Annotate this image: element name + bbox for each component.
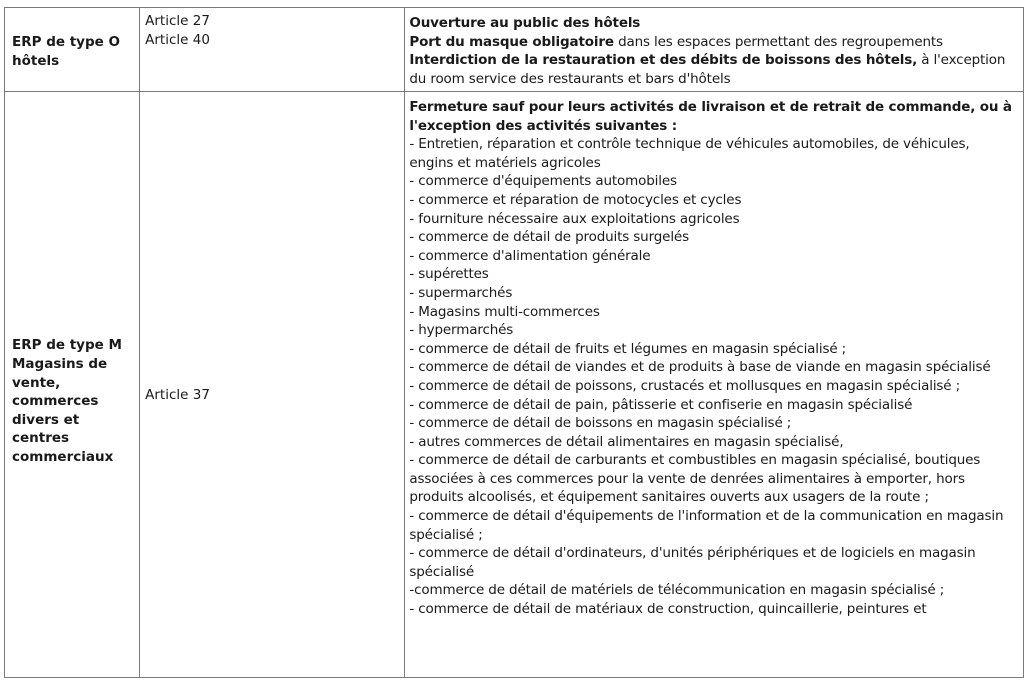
measures-cell — [405, 92, 1024, 678]
measure-line — [409, 51, 1017, 88]
measure-line — [409, 14, 1017, 33]
activity-list — [409, 135, 1017, 618]
measure-bold: Port du masque obligatoire — [409, 33, 614, 50]
measure-normal: dans les espaces permettant des regroupements — [613, 33, 943, 50]
list-item: - commerce et réparation de motocycles et cycles — [409, 191, 742, 208]
measure-line — [409, 33, 1017, 52]
erp-type-line: ERP de type O — [12, 33, 120, 50]
erp-type-line: commerciaux — [12, 448, 114, 465]
list-item: - commerce de détail de boissons en magasin spécialisé ; — [409, 415, 792, 432]
measure-bold: Interdiction de la restauration et des débits de boissons des hôtels, — [409, 52, 918, 69]
list-item: - commerce de détail d'équipements de l'information et de la communication en magasin spécialisé ; — [409, 508, 1004, 543]
list-item: - commerce de détail de viandes et de produits à base de viande en magasin spécialisé — [409, 359, 991, 376]
erp-type-line: vente, — [12, 374, 61, 391]
list-item: - supermarchés — [409, 284, 513, 301]
erp-type-line: ERP de type M — [12, 337, 122, 354]
list-item: - Magasins multi-commerces — [409, 303, 600, 320]
erp-type-line: divers et centres — [12, 411, 80, 447]
erp-type-cell — [5, 8, 140, 92]
article-cell — [140, 92, 405, 678]
list-item: - Entretien, réparation et contrôle technique de véhicules automobiles, de véhicules, engins et matériels agricoles — [409, 136, 970, 171]
list-item: - commerce de détail de carburants et combustibles en magasin spécialisé, boutiques associées à ces commerces pour la vente de denrées alimentaires à emporter, hors produits alcoolisés, et équipement sanitaires ouverts aux usagers de la route ; — [409, 452, 981, 506]
list-item: - commerce de détail de pain, pâtisserie et confiserie en magasin spécialisé — [409, 396, 913, 413]
measures-list — [409, 98, 1017, 676]
list-item: - commerce d'alimentation générale — [409, 247, 651, 264]
list-item: - commerce de détail de produits surgelés — [409, 229, 689, 246]
erp-type-cell — [5, 92, 140, 678]
list-item: - commerce de détail d'ordinateurs, d'unités périphériques et de logiciels en magasin spécialisé — [409, 545, 976, 580]
list-item: - commerce d'équipements automobiles — [409, 173, 677, 190]
list-item: -commerce de détail de matériels de télécommunication en magasin spécialisé ; — [409, 582, 945, 599]
table-row — [5, 8, 1024, 92]
list-item: - fourniture nécessaire aux exploitations agricoles — [409, 210, 740, 227]
article-ref: Article 40 — [145, 31, 210, 48]
list-item: - autres commerces de détail alimentaires en magasin spécialisé, — [409, 433, 844, 450]
list-item: - commerce de détail de matériaux de construction, quincaillerie, peintures et — [409, 601, 927, 618]
measures-heading: Fermeture sauf pour leurs activités de livraison et de retrait de commande, ou à l'exception des activités suivantes : — [409, 99, 1012, 134]
measure-normal: à l'exception du room service des restaurants et bars d'hôtels — [409, 52, 1006, 87]
list-item: - supérettes — [409, 266, 489, 283]
article-ref: Article 37 — [145, 387, 210, 404]
regulation-table — [4, 7, 1024, 678]
table-row — [5, 92, 1024, 678]
erp-type-line: commerces — [12, 393, 99, 410]
erp-type-line: Magasins de — [12, 356, 108, 373]
measures-cell — [405, 8, 1024, 92]
article-cell — [140, 8, 405, 92]
list-item: - hypermarchés — [409, 322, 514, 339]
list-item: - commerce de détail de fruits et légumes en magasin spécialisé ; — [409, 340, 847, 357]
article-ref: Article 27 — [145, 13, 210, 29]
erp-type-line: hôtels — [12, 52, 60, 69]
measure-bold: Ouverture au public des hôtels — [409, 15, 641, 31]
list-item: - commerce de détail de poissons, crustacés et mollusques en magasin spécialisé ; — [409, 377, 961, 394]
